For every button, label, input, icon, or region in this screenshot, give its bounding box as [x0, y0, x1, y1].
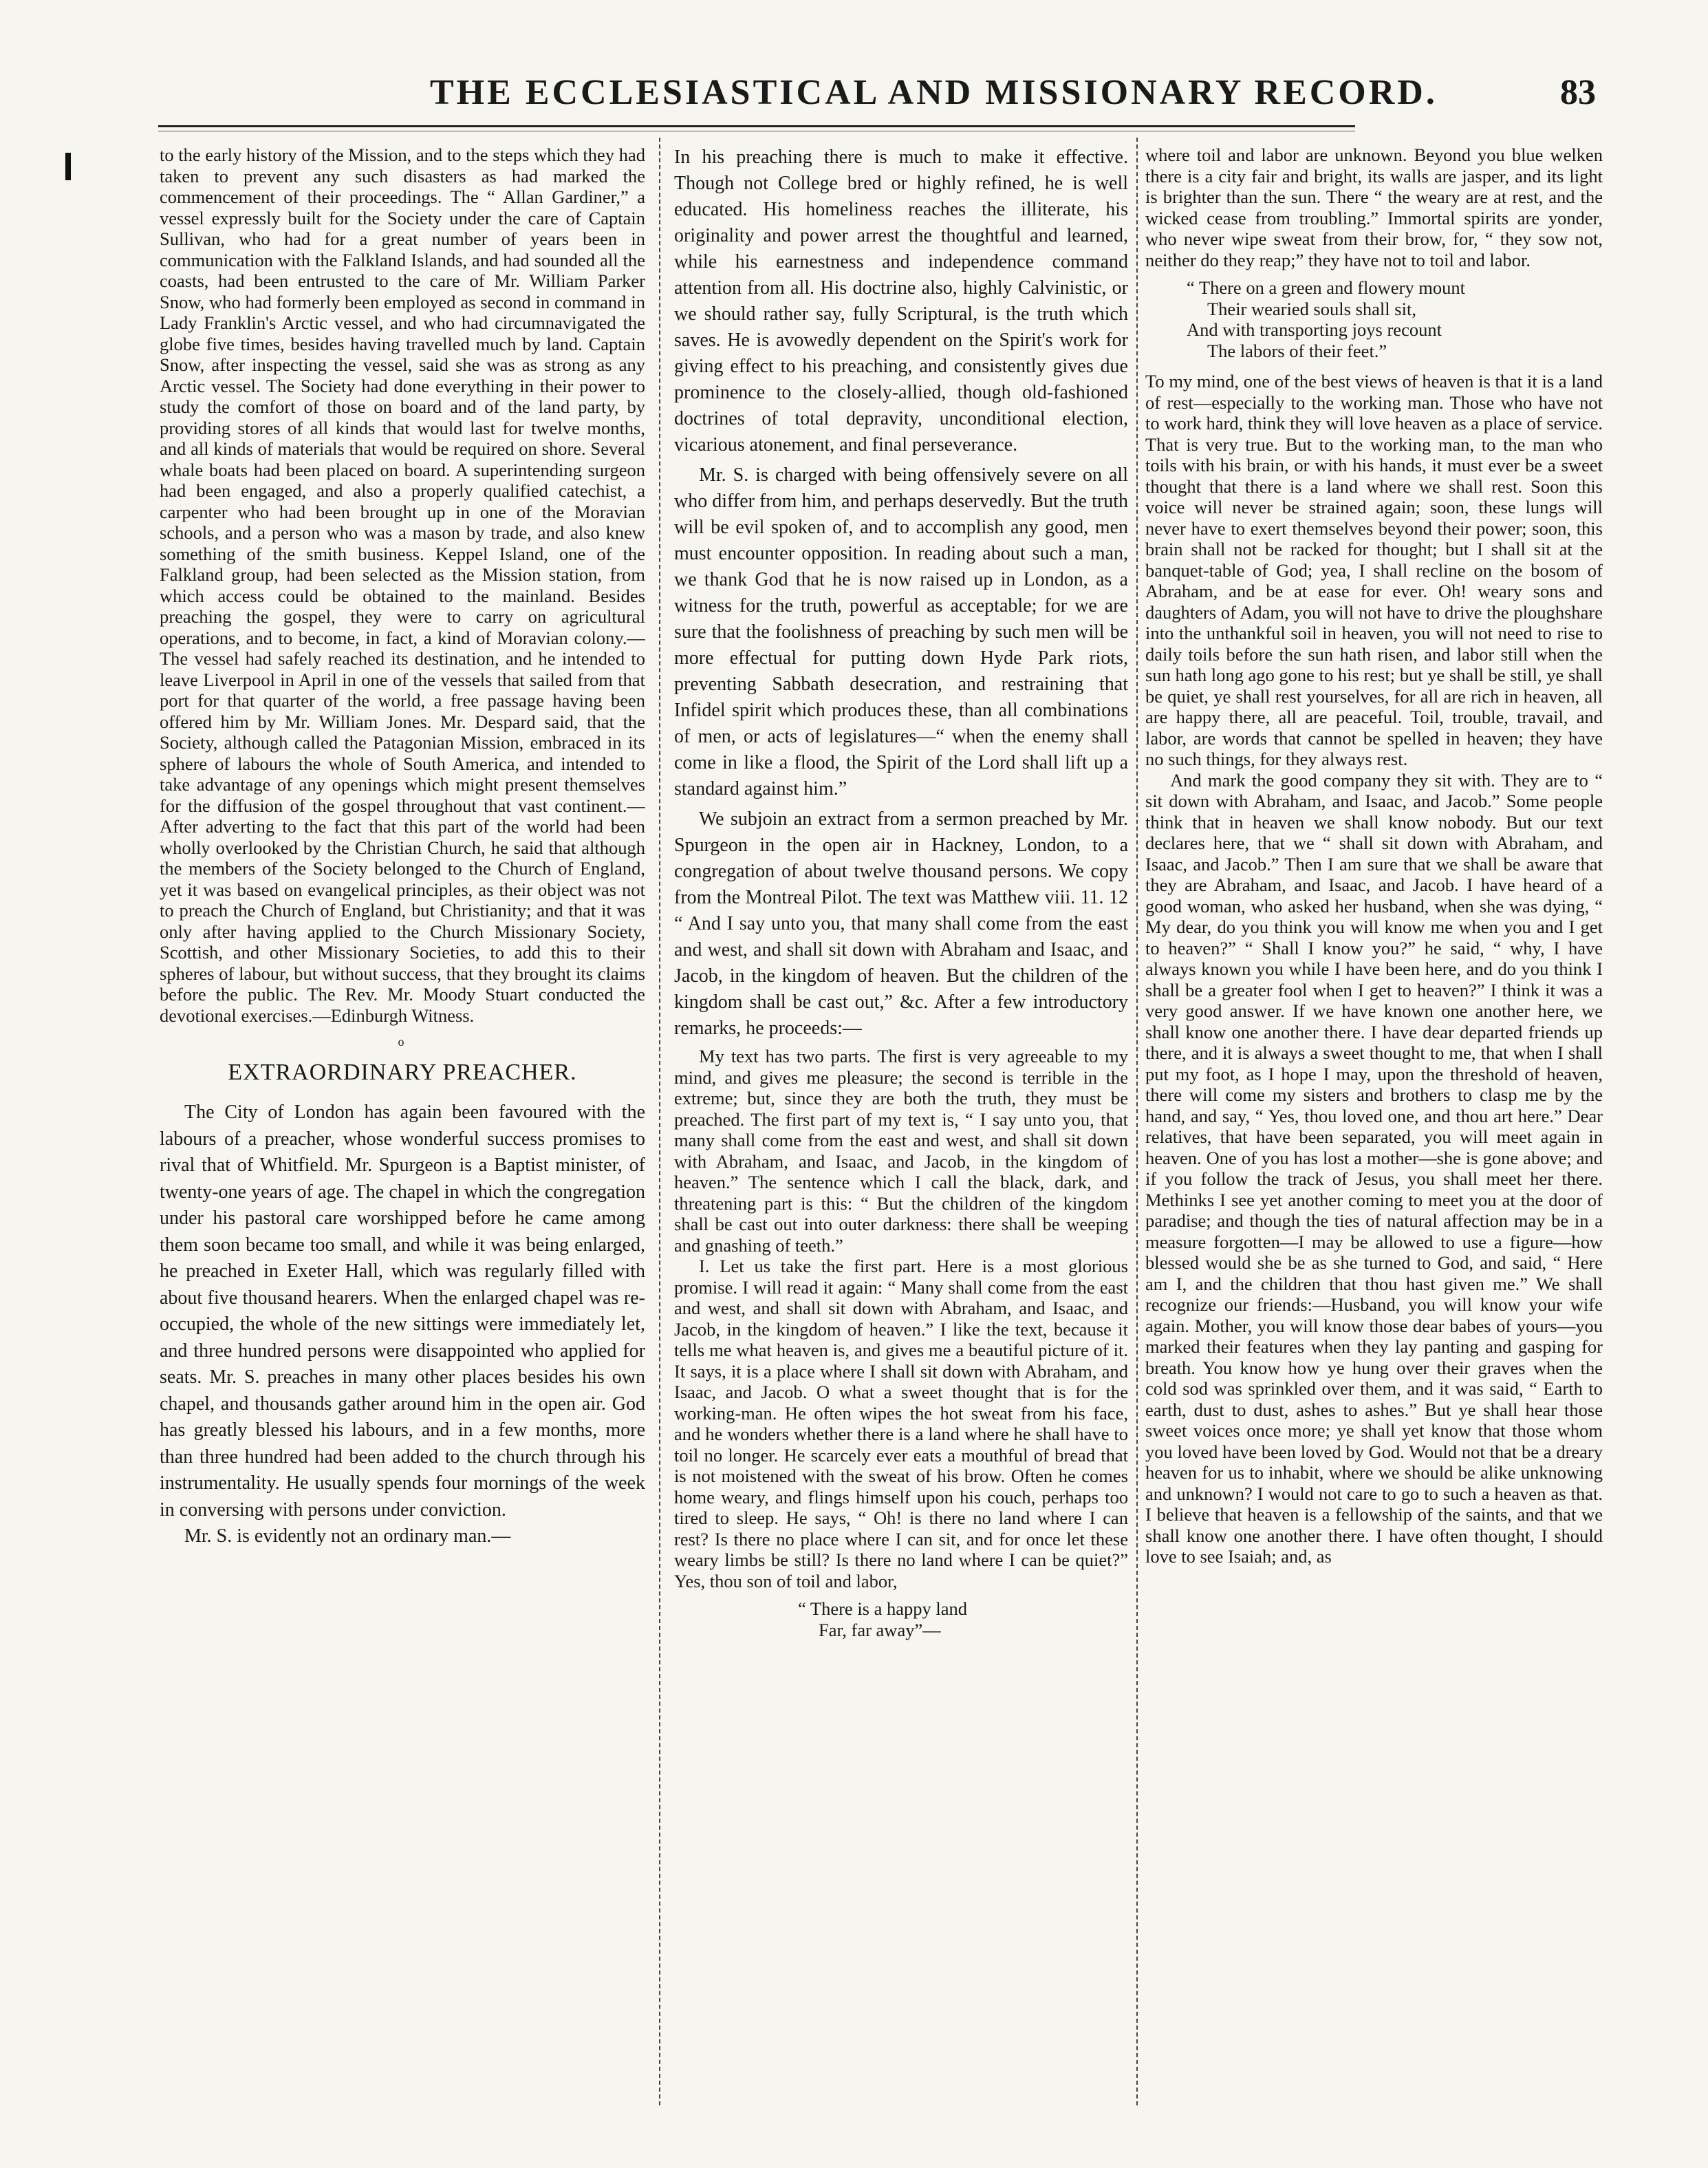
page-number: 83 — [1560, 73, 1596, 112]
journal-title: THE ECCLESIASTICAL AND MISSIONARY RECORD. — [430, 73, 1438, 112]
col3-paragraph-3: And mark the good company they sit with. They are to “ sit down with Abraham, and Isaac, and Jacob.” Some people think that in heaven we shall know nobody. But our text declares here, that we “ shall sit down with Abraham, and Isaac, and Jacob.” Then I am sure that we shall be aware that they are Abraham, and Isaac, and Jacob. I have heard of a good woman, who asked her husband, when she was dying, “ My dear, do you think you will know me when you and I get to heaven?” “ Shall I know you?” he said, “ why, I have always known you while I have been here, and do you think I shall be a greater fool when I get to heaven?” I think it was a very good answer. If we have known one another here, we shall know one another there. I have dear departed friends up there, and it is always a sweet thought to me, that when I shall put my foot, as I hope I may, upon the threshold of heaven, there will come my sisters and brothers to clasp me by the hand, and say, “ Yes, thou loved one, and thou art here.” Dear relatives, that have been separated, you will meet again in heaven. One of you has lost a mother—she is gone above; and if you follow the track of Jesus, you shall meet her there. Methinks I see yet another coming to meet you at the door of paradise; and though the ties of natural affection may be in a measure forgotten—I may be allowed to use a figure—how blessed would she be as she turned to God, and said, “ Here am I, and the children that thou hast given me.” We shall recognize our friends:—Husband, you will know your wife again. Mother, you will know those dear babes of yours—you marked their features when they lay panting and gasping for breath. You know how ye hung over their graves when the cold sod was sprinkled over them, and it was said, “ Earth to earth, dust to dust, ashes to ashes.” But ye shall hear those sweet voices once more; ye shall yet know that those whom you loved have been loved by God. Would not that be a dreary heaven for us to inhabit, where we should be alike unknowing and unknown? I would not care to go to such a heaven as that. I believe that heaven is a fellowship of the saints, and that we shall know one another there. I have often thought, I should love to see Isaiah; and, as — [1145, 769, 1603, 1567]
col3-paragraph-2: To my mind, one of the best views of heaven is that it is a land of rest—especially to the working man. Those who have not to work hard, think they will love heaven as a place of service. That is very true. But to the working man, to the man who toils with his brain, or with his hands, it must ever be a sweet thought that there is a land where we shall rest. Soon this voice will never be strained again; soon, these lungs will never have to exert themselves beyond their power; soon, this brain shall not be racked for thought; but I shall sit at the banquet-table of God; yea, I shall recline on the bosom of Abraham, and be at ease for ever. Oh! weary sons and daughters of Adam, you will not have to drive the ploughshare into the unthankful soil in heaven, you will not need to rise to daily toils before the sun hath risen, and labor still when the sun hath long ago gone to his rest; but ye shall be still, ye shall be quiet, ye shall rest yourselves, for all are rich in heaven, all are happy there, all are peaceful. Toil, trouble, travail, and labor, are words that cannot be spelled in heaven; they have no such things, for they always rest. — [1145, 371, 1603, 769]
col2-verse — [798, 1598, 1128, 1640]
column-1 — [160, 144, 645, 2126]
col1-paragraph-3: Mr. S. is evidently not an ordinary man.— — [184, 1525, 511, 1547]
header-rule — [158, 125, 1355, 127]
column-divider-1 — [659, 138, 660, 2105]
verse-line: “ There on a green and flowery mount — [1187, 277, 1465, 298]
column-divider-2 — [1136, 138, 1138, 2105]
verse-line: The labors of their feet.” — [1207, 340, 1387, 361]
section-ornament: o — [398, 1035, 407, 1049]
col3-paragraph-1: where toil and labor are unknown. Beyond you blue welken there is a city fair and bright, its walls are jasper, and its light is brighter than the sun. There “ the weary are at rest, and the wicked cease from troubling.” Immortal spirits are yonder, who never wipe sweat from their brow, for, “ they sow not, neither do they reap;” they have not to toil and labor. — [1145, 144, 1603, 270]
page-header — [158, 72, 1596, 120]
col2-paragraph-1: In his preaching there is much to make it effective. Though not College bred or highly refined, he is well educated. His homeliness reaches the illiterate, his originality and power arrest the thoughtful and learned, while his earnestness and independence command attention from all. His doctrine also, highly Calvinistic, or we should rather say, fully Scriptural, is the truth which saves. He is avowedly dependent on the Spirit's work for giving effect to his preaching, and consistently gives due prominence to the closely-allied, though old-fashioned doctrines of total depravity, unconditional election, vicarious atonement, and final perseverance. — [674, 147, 1128, 455]
column-2 — [674, 144, 1128, 2126]
col2-paragraph-5: I. Let us take the first part. Here is a most glorious promise. I will read it again: “ Many shall come from the east and west, and shall sit down with Abraham, and Isaac, and Jacob, in the kingdom of heaven.” I like the text, because it tells me what heaven is, and gives me a beautiful picture of it. It says, it is a place where I shall sit down with Abraham, and Isaac, and Jacob. O what a sweet thought that is for the working-man. He often wipes the hot sweat from his face, and he wonders whether there is a land where he shall have to toil no longer. He scarcely ever eats a mouthful of bread that is not moistened with the sweat of his brow. Often he comes home weary, and flings himself upon his couch, perhaps too tired to sleep. He says, “ Oh! is there no land where I can rest? Is there no place where I can sit, and for once let these weary limbs be still? Is there no land where I can be quiet?” Yes, thou son of toil and labor, — [674, 1256, 1128, 1591]
verse-line: And with transporting joys recount — [1187, 319, 1442, 340]
column-3 — [1145, 144, 1603, 2126]
article-heading: EXTRAORDINARY PREACHER. — [228, 1059, 577, 1085]
col1-paragraph-2: The City of London has again been favoured with the labours of a preacher, whose wonderful success promises to rival that of Whitfield. Mr. Spurgeon is a Baptist minister, of twenty-one years of age. The chapel in which the congregation under his pastoral care worshipped before he came among them soon became too small, and while it was being enlarged, he preached in Exeter Hall, which was regularly filled with about five thousand hearers. When the enlarged chapel was re-occupied, the whole of the new sittings were immediately let, and three hundred persons were disappointed who applied for seats. Mr. S. preaches in many other places besides his own chapel, and thousands gather around him in the open air. God has greatly blessed his labours, and in a few months, more than three hundred had been added to the church through his instrumentality. He usually spends four mornings of the week in conversing with persons under conviction. — [160, 1102, 645, 1521]
col2-paragraph-4: My text has two parts. The first is very agreeable to my mind, and gives me pleasure; the second is terrible in the extreme; but, since they are both the truth, they must be preached. The first part of my text is, “ I say unto you, that many shall come from the east and west, and shall sit down with Abraham, and Isaac, and Jacob, in the kingdom of heaven.” The sentence which I call the black, dark, and threatening part is this: “ But the children of the kingdom shall be cast out into outer darkness: there shall be weeping and gnashing of teeth.” — [674, 1046, 1128, 1256]
verse-line: Far, far away”— — [819, 1619, 941, 1640]
margin-mark — [65, 153, 71, 180]
col2-paragraph-2: Mr. S. is charged with being offensively severe on all who differ from him, and perhaps deservedly. But the truth will be evil spoken of, and to accomplish any good, men must encounter opposition. In reading about such a man, we thank God that he is now raised up in London, as a witness for the truth, powerful as acceptable; for we are sure that the foolishness of preaching by such men will be more effectual for putting down Hyde Park riots, preventing Sabbath desecration, and restraining that Infidel spirit which produces these, than all combinations of men, or acts of legislatures—“ when the enemy shall come in like a flood, the Spirit of the Lord shall lift up a standard against him.” — [674, 464, 1128, 799]
col3-verse — [1187, 277, 1603, 361]
col2-paragraph-3: We subjoin an extract from a sermon preached by Mr. Spurgeon in the open air in Hackney, London, to a congregation of about twelve thousand persons. We copy from the Montreal Pilot. The text was Matthew viii. 11. 12 “ And I say unto you, that many shall come from the east and west, and shall sit down with Abraham and Isaac, and Jacob, in the kingdom of heaven. But the children of the kingdom shall be cast out,” &c. After a few introductory remarks, he proceeds:— — [674, 808, 1128, 1039]
verse-line: Their wearied souls shall sit, — [1207, 298, 1416, 319]
verse-line: “ There is a happy land — [798, 1598, 968, 1619]
col1-paragraph-1: to the early history of the Mission, and to the steps which they had taken to prevent any such disasters as had marked the commencement of their proceedings. The “ Allan Gardiner,” a vessel expressly built for the Society under the care of Captain Sullivan, who had for a great number of years been in communication with the Falkland Islands, and had sounded all the coasts, had been entrusted to the care of Mr. William Parker Snow, who had formerly been employed as second in command in Lady Franklin's Arctic vessel, and who had circumnavigated the globe five times, besides having travelled much by land. Captain Snow, after inspecting the vessel, said she was as strong as any Arctic vessel. The Society had done everything in their power to study the comfort of those on board and of the land party, by providing stores of all kinds that would last for twelve months, and all kinds of materials that would be required on shore. Several whale boats had been placed on board. A superintending surgeon had been engaged, and also a properly qualified catechist, a carpenter who had been brought up in one of the Moravian schools, and a person who was a mason by trade, and also knew something of the smith business. Keppel Island, one of the Falkland group, had been selected as the Mission station, from which access could be obtained to the mainland. Besides preaching the gospel, they were to carry on agricultural operations, and to become, in fact, a kind of Moravian colony.— The vessel had safely reached its destination, and he intended to leave Liverpool in April in one of the vessels that sailed from that port for that quarter of the world, a free passage having been offered him by Mr. William Jones. Mr. Despard said, that the Society, although called the Patagonian Mission, embraced in its sphere of labours the whole of South America, and intended to take advantage of any openings which might present themselves for the diffusion of the gospel throughout that vast continent.— After adverting to the fact that this part of the world had been wholly overlooked by the Christian Church, he said that although the members of the Society belonged to the Church of England, yet it was based on evangelical principles, as their object was not to preach the Church of England, but Christianity; and that it was only after having applied to the Church Missionary Society, Scottish, and other Missionary Societies, to add this to their spheres of labour, but without success, that they brought its claims before the public. The Rev. Mr. Moody Stuart conducted the devotional exercises.—Edinburgh Witness. — [160, 144, 645, 1026]
